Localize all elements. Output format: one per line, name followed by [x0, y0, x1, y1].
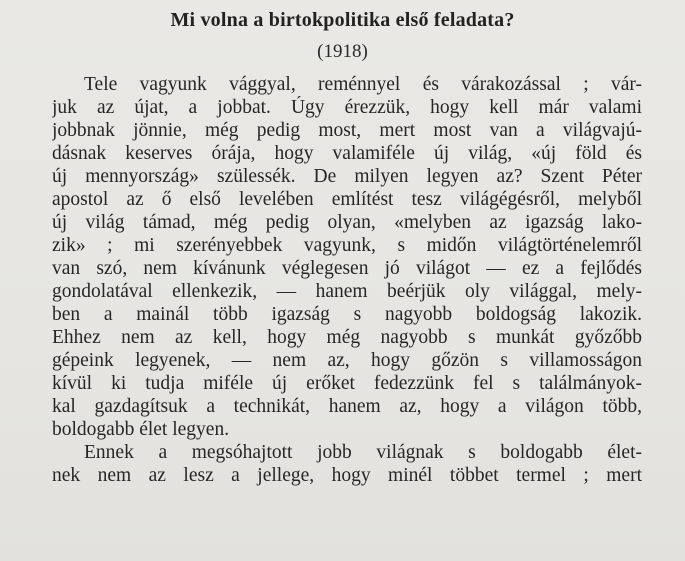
text-line: gondolatával ellenkezik, — hanem beérjük oly világgal, mely-: [52, 281, 642, 302]
text-line: Tele vagyunk vággyal, reménnyel és várakozással ; vár-: [84, 74, 642, 95]
paragraph-1: [52, 73, 642, 441]
text-line: gépeink legyenek, — nem az, hogy gőzön s villamosságon: [52, 350, 642, 371]
text-line: új mennyország» szülessék. De milyen legyen az? Szent Péter: [52, 166, 642, 187]
text-line: jobbnak jönnie, még pedig most, mert most van a világvajú-: [52, 120, 642, 141]
text-line: dásnak keserves órája, hogy valamiféle új világ, «új föld és: [52, 143, 642, 164]
text-line: boldogabb élet legyen.: [52, 419, 230, 440]
text-line: Ennek a megsóhajtott jobb világnak s boldogabb élet-: [84, 442, 642, 463]
text-line: Ehhez nem az kell, hogy még nagyobb s munkát győzőbb: [52, 327, 642, 348]
body-text: [52, 73, 642, 487]
text-line: juk az újat, a jobbat. Úgy érezzük, hogy kell már valami: [52, 97, 642, 118]
page-title: Mi volna a birtokpolitika első feladata?: [170, 9, 515, 31]
text-line: új világ támad, még pedig olyan, «melyben az igazság lako-: [52, 212, 642, 233]
page-year: (1918): [317, 41, 368, 62]
text-line: apostol az ő első levelében említést tesz világégésről, melyből: [52, 189, 642, 210]
text-line: nek nem az lesz a jellege, hogy minél többet termel ; mert: [52, 465, 642, 486]
text-line: kal gazdagítsuk a technikát, hanem az, hogy a világon több,: [52, 396, 642, 417]
paragraph-2: [52, 441, 642, 487]
text-line: ben a mainál több igazság s nagyobb boldogság lakozik.: [52, 304, 642, 325]
text-line: kívül ki tudja miféle új erőket fedezzünk fel s találmányok-: [52, 373, 642, 394]
text-line: zik» ; mi szerényebbek vagyunk, s midőn világtörténelemről: [52, 235, 642, 256]
text-line: van szó, nem kívánunk véglegesen jó világot — ez a fejlődés: [52, 258, 642, 279]
